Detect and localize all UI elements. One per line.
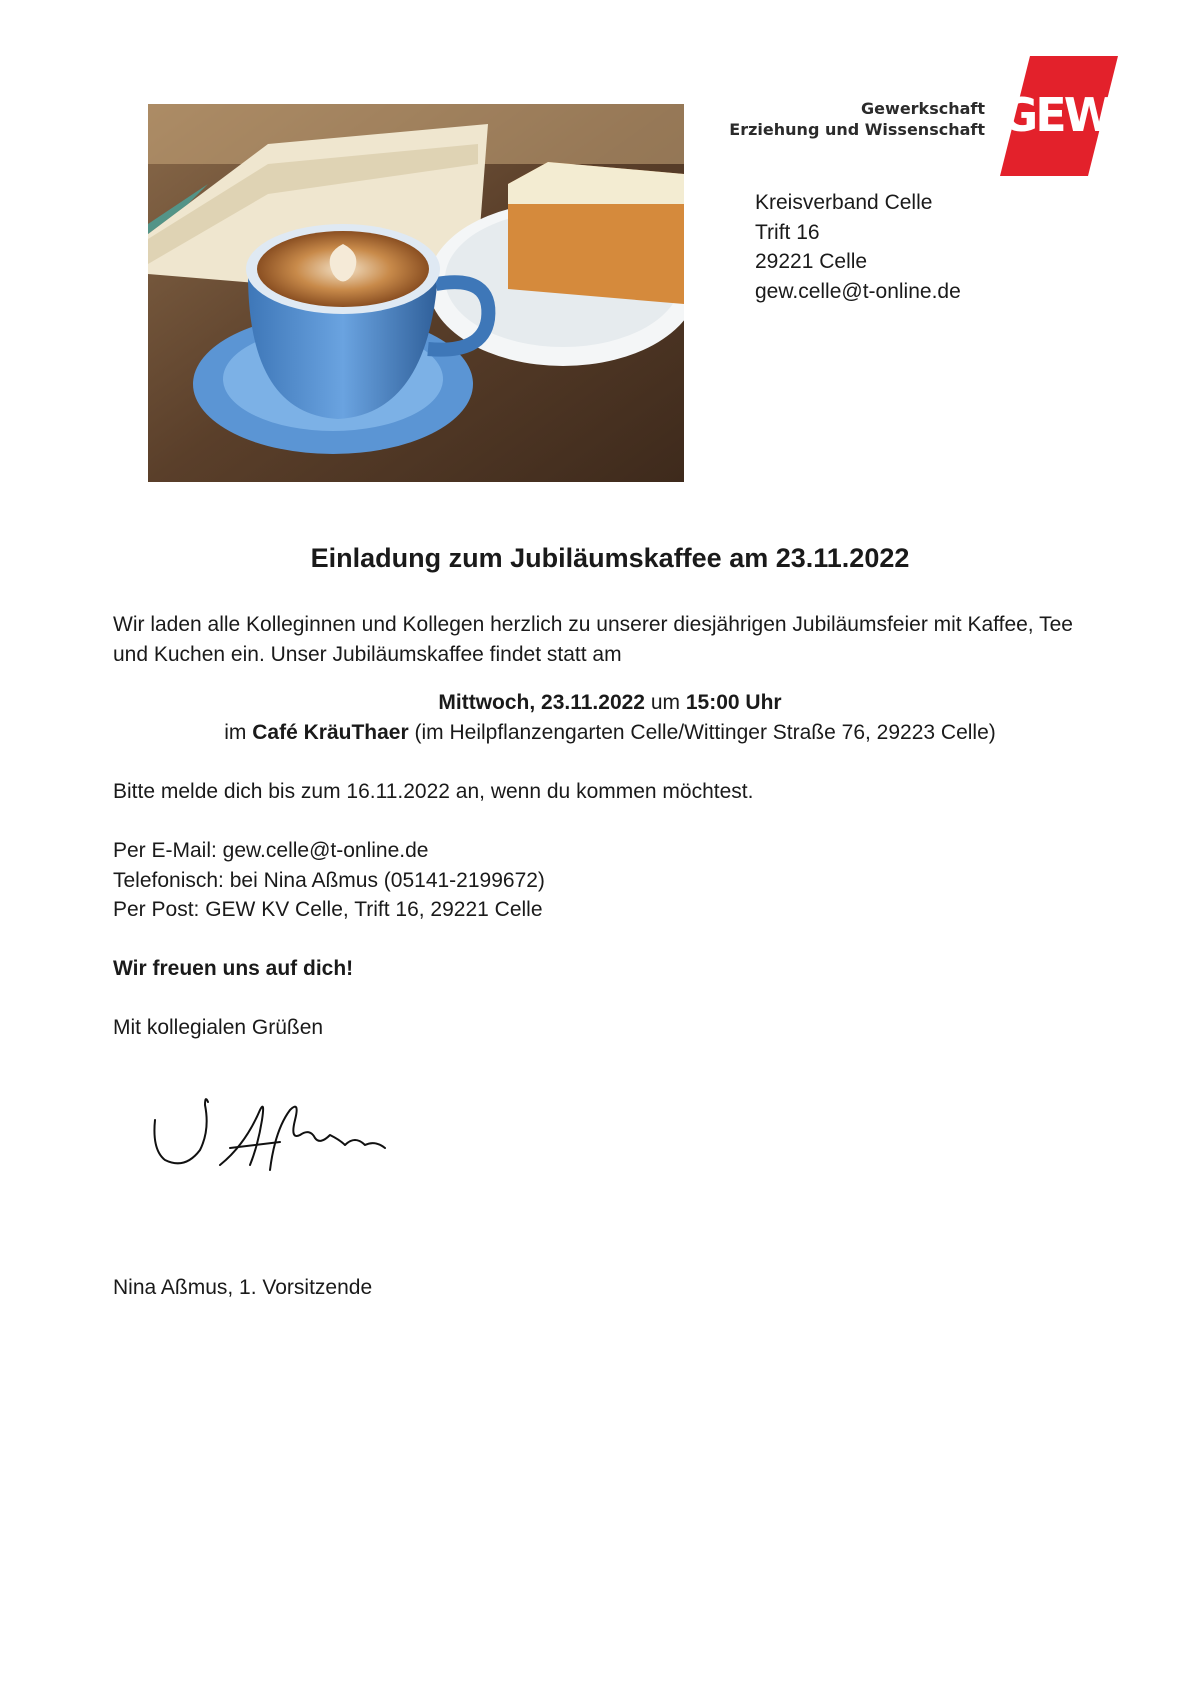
signer-name: Nina Aßmus, 1. Vorsitzende <box>113 1276 373 1299</box>
event-in: im <box>224 721 247 744</box>
event-place-line <box>0 718 1190 748</box>
address-line: 29221 Celle <box>755 250 868 273</box>
event-location: (im Heilpflanzengarten Celle/Wittinger Straße 76, 29223 Celle) <box>414 721 996 744</box>
org-line-1: Gewerkschaft <box>861 99 985 118</box>
contact-post: Per Post: GEW KV Celle, Trift 16, 29221 Celle <box>113 898 543 921</box>
event-date-line <box>0 688 1190 718</box>
greeting: Mit kollegialen Grüßen <box>113 1016 324 1039</box>
event-venue: Café KräuThaer <box>252 721 409 744</box>
closing-line: Wir freuen uns auf dich! <box>113 957 354 980</box>
intro-line: und Kuchen ein. Unser Jubiläumskaffee findet statt am <box>113 642 622 666</box>
address-line: Kreisverband Celle <box>755 191 933 214</box>
letter-title: Einladung zum Jubiläumskaffee am 23.11.2022 <box>310 543 910 573</box>
contact-list <box>113 836 1113 925</box>
org-line-2: Erziehung und Wissenschaft <box>729 120 985 139</box>
handwritten-signature <box>150 1090 410 1200</box>
event-at: um <box>650 691 681 714</box>
contact-phone: Telefonisch: bei Nina Aßmus (05141-2199672) <box>113 868 545 892</box>
logo-text: GEW <box>1000 88 1112 142</box>
address-line: Trift 16 <box>755 220 820 244</box>
event-weekday-date: Mittwoch, 23.11.2022 <box>438 691 645 714</box>
address-email[interactable]: gew.celle@t-online.de <box>755 279 961 303</box>
event-time: 15:00 Uhr <box>685 691 782 714</box>
registration-deadline: Bitte melde dich bis zum 16.11.2022 an, wenn du kommen möchtest. <box>113 780 754 803</box>
org-name <box>729 98 985 140</box>
address-block <box>755 188 961 306</box>
intro-paragraph <box>113 610 1113 669</box>
gew-logo <box>1000 56 1118 176</box>
intro-line: Wir laden alle Kolleginnen und Kollegen herzlich zu unserer diesjährigen Jubiläumsfeier mit Kaffee, Tee <box>113 613 1073 636</box>
coffee-cake-photo <box>148 104 684 482</box>
contact-email: Per E-Mail: gew.celle@t-online.de <box>113 839 429 862</box>
